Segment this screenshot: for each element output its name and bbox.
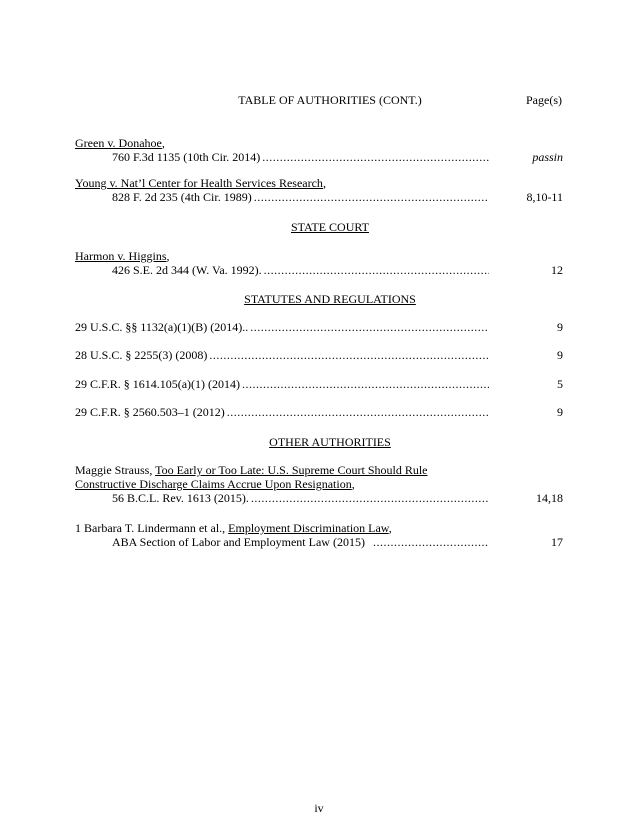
leader-dots (227, 405, 489, 419)
section-heading-other-authorities: OTHER AUTHORITIES (269, 435, 391, 449)
leader-dots (251, 491, 489, 505)
leader-dots (209, 348, 489, 362)
citation: 828 F. 2d 235 (4th Cir. 1989) (112, 190, 252, 204)
authority-entry-harmon: Harmon v. Higgins, 426 S.E. 2d 344 (W. Va. 1992). ..... 12 (75, 249, 563, 277)
citation: ABA Section of Labor and Employment Law (2015) (112, 535, 365, 549)
book-title: Employment Discrimination Law (228, 521, 389, 535)
citation: 760 F.3d 1135 (10th Cir. 2014) (112, 150, 261, 164)
author-name: 1 Barbara T. Lindermann et al., (75, 521, 229, 535)
case-name: Green v. Donahoe (75, 136, 162, 150)
page-reference: 9 (557, 348, 563, 362)
leader-dots (250, 320, 489, 334)
page-reference: 14,18 (536, 491, 563, 505)
pages-column-heading: Page(s) (526, 93, 562, 107)
authority-entry-statute (75, 348, 563, 362)
citation: 29 U.S.C. §§ 1132(a)(1)(B) (2014).. (75, 320, 249, 334)
page-reference: passin (532, 150, 563, 164)
authority-entry-regulation (75, 405, 563, 419)
page-number: iv (314, 801, 324, 815)
authority-entry-statute (75, 320, 563, 334)
leader-dots (262, 150, 489, 164)
page-reference: 9 (557, 405, 563, 419)
page-reference: 9 (557, 320, 563, 334)
case-name: Young v. Nat’l Center for Health Services Research (75, 176, 323, 190)
leader-dots (373, 535, 489, 549)
authority-entry-green: Green v. Donahoe, 760 F.3d 1135 (10th Cir. 2014) ..... passin (75, 136, 563, 164)
authority-entry-lindermann: 1 Barbara T. Lindermann et al., Employment Discrimination Law, ABA Section of Labor and Employment Law (2015) ..... 17 (75, 521, 563, 549)
authority-entry-regulation (75, 377, 563, 391)
page-reference: 12 (551, 263, 563, 277)
page-reference: 17 (551, 535, 563, 549)
table-of-authorities-heading: TABLE OF AUTHORITIES (CONT.) (238, 93, 422, 107)
leader-dots (242, 377, 489, 391)
page-reference: 8,10-11 (526, 190, 563, 204)
page-reference: 5 (557, 377, 563, 391)
section-heading-state-court: STATE COURT (291, 220, 369, 234)
article-title: Too Early or Too Late: U.S. Supreme Court Should Rule (155, 463, 428, 477)
authority-entry-strauss: Maggie Strauss, Too Early or Too Late: U.S. Supreme Court Should Rule Constructive Discharge Claims Accrue Upon Resignation, 56 B.C.L. Rev. 1613 (2015). ..... 14,18 (75, 463, 563, 505)
citation: 29 C.F.R. § 1614.105(a)(1) (2014) (75, 377, 241, 391)
article-title-continued: Constructive Discharge Claims Accrue Upon Resignation (75, 477, 352, 491)
author-name: Maggie Strauss, (75, 463, 156, 477)
citation: 56 B.C.L. Rev. 1613 (2015). (112, 491, 249, 505)
citation: 28 U.S.C. § 2255(3) (2008) (75, 348, 208, 362)
citation: 426 S.E. 2d 344 (W. Va. 1992). (112, 263, 262, 277)
section-heading-statutes: STATUTES AND REGULATIONS (244, 292, 416, 306)
case-name: Harmon v. Higgins (75, 249, 167, 263)
leader-dots (254, 190, 489, 204)
authority-entry-young: Young v. Nat’l Center for Health Services Research, 828 F. 2d 235 (4th Cir. 1989) ..... 8,10-11 (75, 176, 563, 204)
citation: 29 C.F.R. § 2560.503–1 (2012) (75, 405, 225, 419)
leader-dots (264, 263, 489, 277)
